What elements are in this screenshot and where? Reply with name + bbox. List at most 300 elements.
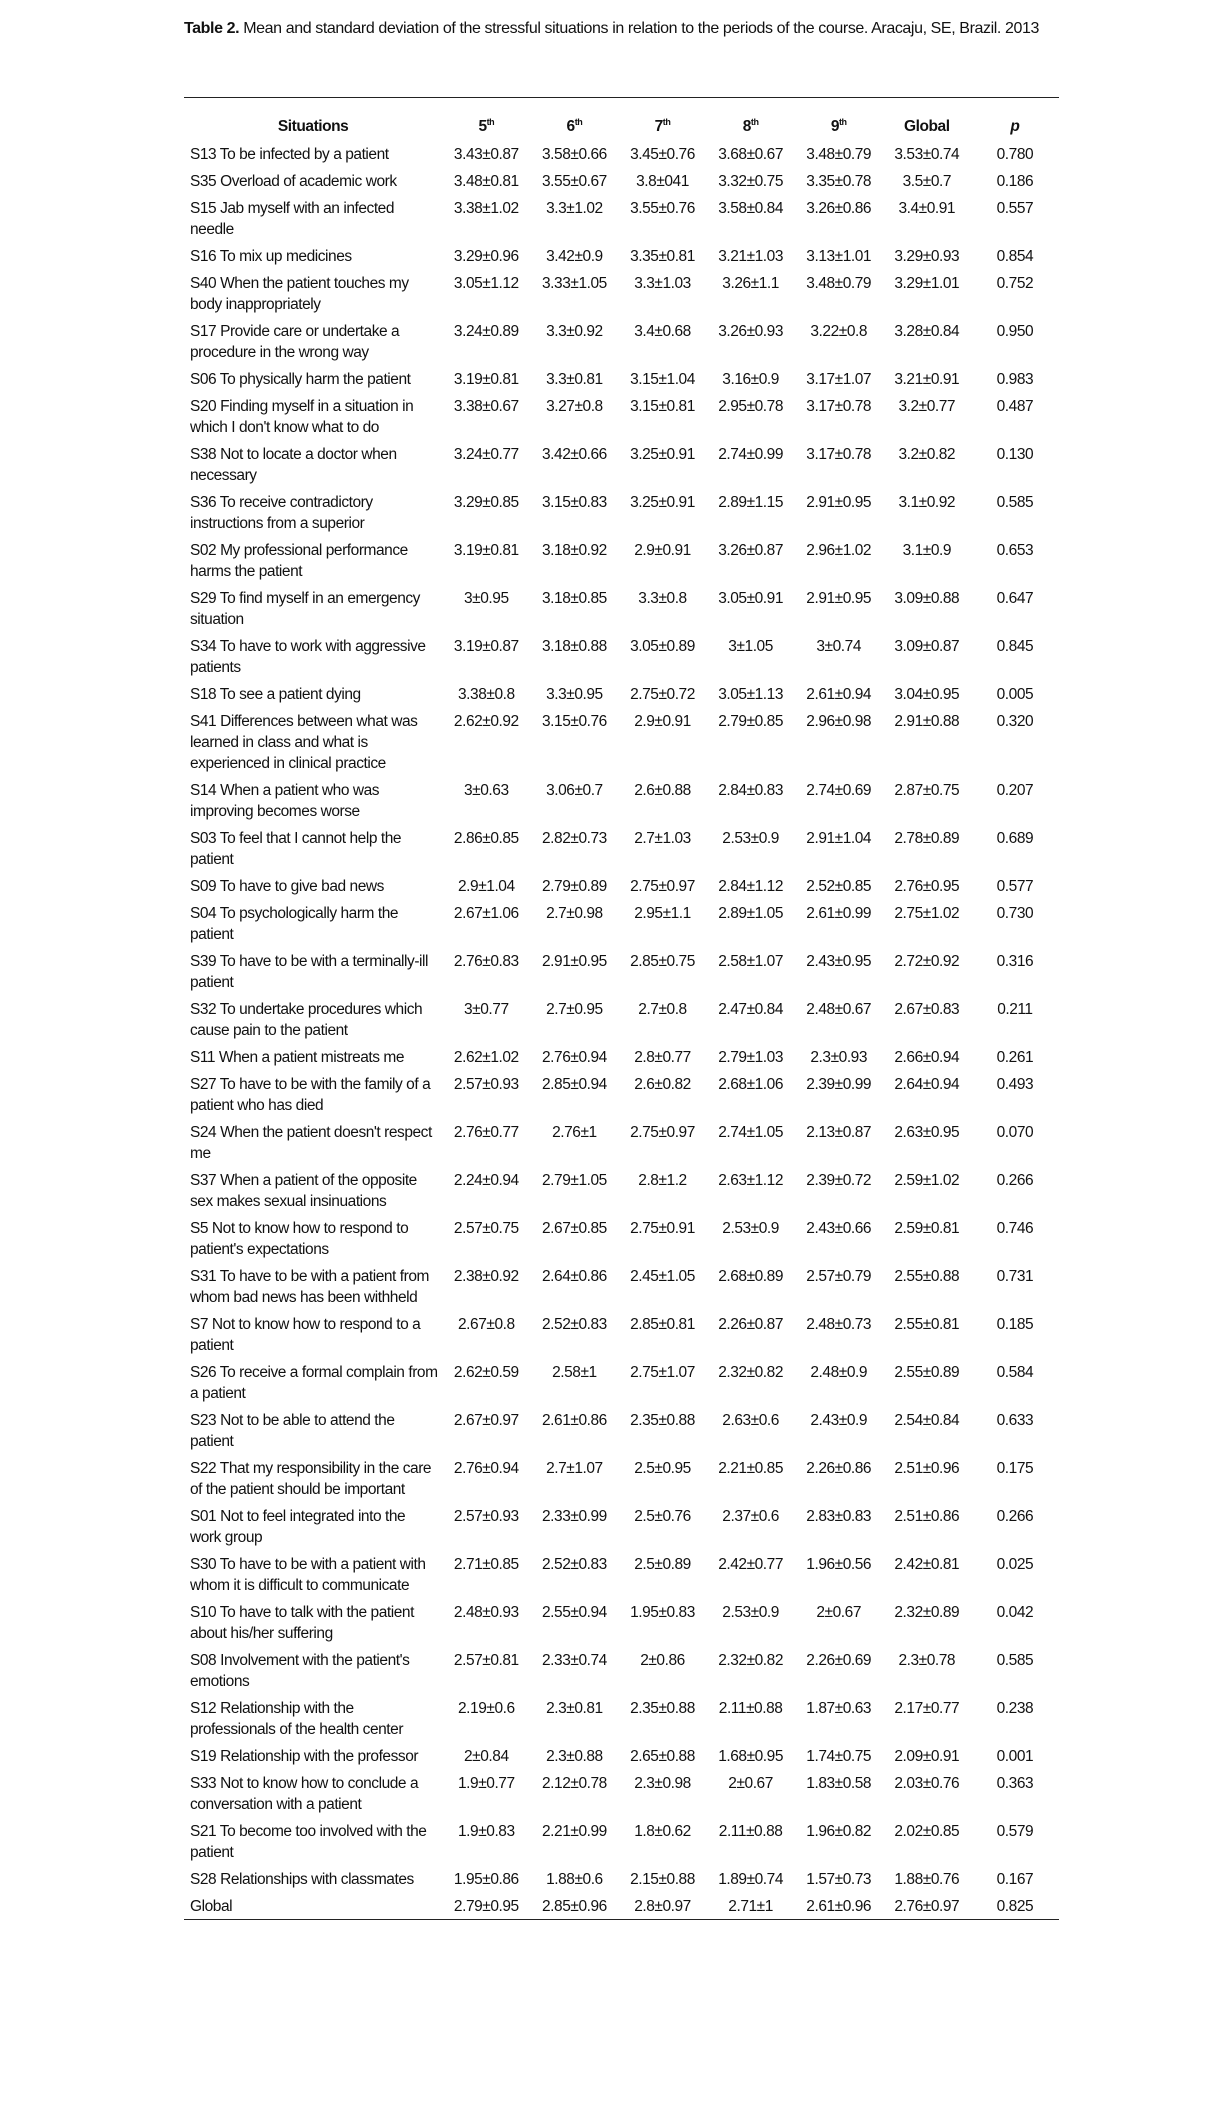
table-row bbox=[184, 367, 1059, 394]
cell-p: 0.854 bbox=[996, 248, 1034, 266]
cell-9th: 2.26±0.69 bbox=[806, 1652, 872, 1670]
cell-6th: 3.58±0.66 bbox=[542, 146, 607, 164]
cell-5th: 2.67±0.97 bbox=[453, 1412, 519, 1430]
cell-5th: 2.38±0.92 bbox=[453, 1268, 519, 1286]
cell-8th: 3.26±0.87 bbox=[718, 542, 783, 560]
situation-cell: S11 When a patient mistreats me bbox=[190, 1049, 405, 1067]
cell-7th: 1.8±0.62 bbox=[634, 1823, 691, 1841]
cell-9th: 2.91±1.04 bbox=[806, 830, 872, 848]
table-row bbox=[184, 778, 1059, 826]
cell-global: 3.09±0.87 bbox=[894, 638, 960, 656]
cell-5th: 3.19±0.87 bbox=[453, 638, 519, 656]
cell-6th: 3.18±0.85 bbox=[542, 590, 607, 608]
cell-8th: 2.84±0.83 bbox=[718, 782, 783, 800]
cell-5th: 2.62±0.59 bbox=[453, 1364, 519, 1382]
table-row bbox=[184, 1696, 1059, 1744]
situation-cell: S29 To find myself in an emergency situation bbox=[190, 590, 420, 629]
cell-7th: 2.35±0.88 bbox=[630, 1412, 695, 1430]
situation-cell: S28 Relationships with classmates bbox=[190, 1871, 414, 1889]
cell-6th: 1.88±0.6 bbox=[546, 1871, 603, 1889]
cell-9th: 3.48±0.79 bbox=[806, 275, 872, 293]
cell-global: 2.75±1.02 bbox=[894, 905, 960, 923]
cell-p: 0.320 bbox=[996, 713, 1034, 731]
cell-9th: 3.48±0.79 bbox=[806, 146, 872, 164]
table-row bbox=[184, 826, 1059, 874]
cell-global: 2.51±0.86 bbox=[894, 1508, 960, 1526]
cell-p: 0.211 bbox=[997, 1001, 1033, 1019]
table-row bbox=[184, 586, 1059, 634]
cell-global: 2.78±0.89 bbox=[894, 830, 960, 848]
cell-8th: 2.53±0.9 bbox=[722, 830, 779, 848]
cell-6th: 2.85±0.94 bbox=[542, 1076, 607, 1094]
cell-9th: 3.26±0.86 bbox=[806, 200, 872, 218]
header-label: Global bbox=[904, 117, 950, 135]
cell-9th: 2.83±0.83 bbox=[806, 1508, 872, 1526]
cell-5th: 3±0.77 bbox=[464, 1001, 509, 1019]
cell-5th: 2.57±0.81 bbox=[453, 1652, 519, 1670]
cell-global: 3.53±0.74 bbox=[894, 146, 960, 164]
cell-p: 0.584 bbox=[996, 1364, 1034, 1382]
cell-5th: 3.19±0.81 bbox=[453, 371, 519, 389]
cell-9th: 2.3±0.93 bbox=[810, 1049, 868, 1067]
table-row bbox=[184, 142, 1059, 169]
cell-6th: 2.33±0.99 bbox=[542, 1508, 607, 1526]
header-label: 6 bbox=[566, 118, 575, 136]
cell-p: 0.186 bbox=[996, 173, 1034, 191]
cell-9th: 3.17±0.78 bbox=[806, 398, 872, 416]
table-row bbox=[184, 1648, 1059, 1696]
cell-7th: 2.6±0.88 bbox=[634, 782, 691, 800]
cell-p: 0.261 bbox=[996, 1049, 1034, 1067]
cell-7th: 2.15±0.88 bbox=[630, 1871, 695, 1889]
cell-9th: 2.96±1.02 bbox=[806, 542, 872, 560]
cell-p: 0.493 bbox=[996, 1076, 1034, 1094]
cell-7th: 2.75±0.97 bbox=[630, 878, 695, 896]
cell-p: 0.070 bbox=[996, 1124, 1034, 1142]
cell-6th: 2.76±0.94 bbox=[542, 1049, 607, 1067]
header-label: 7 bbox=[654, 118, 663, 136]
cell-9th: 3.17±1.07 bbox=[806, 371, 872, 389]
cell-5th: 2.76±0.94 bbox=[453, 1460, 519, 1478]
cell-7th: 3.35±0.81 bbox=[630, 248, 695, 266]
situation-cell: S38 Not to locate a doctor when necessary bbox=[190, 446, 397, 485]
header-8th bbox=[707, 98, 795, 142]
situation-cell: S34 To have to work with aggressive patients bbox=[190, 638, 426, 677]
table-row bbox=[184, 1360, 1059, 1408]
cell-9th: 2.43±0.66 bbox=[806, 1220, 872, 1238]
cell-8th: 1.68±0.95 bbox=[718, 1748, 783, 1766]
cell-p: 0.983 bbox=[996, 371, 1034, 389]
table-row bbox=[184, 271, 1059, 319]
cell-8th: 2.11±0.88 bbox=[718, 1700, 783, 1718]
header-superscript: th bbox=[838, 117, 847, 127]
cell-8th: 2.63±0.6 bbox=[722, 1412, 779, 1430]
cell-global: 2.02±0.85 bbox=[894, 1823, 960, 1841]
cell-p: 0.780 bbox=[996, 146, 1034, 164]
table-row bbox=[184, 1600, 1059, 1648]
cell-p: 0.825 bbox=[971, 1894, 1059, 1920]
cell-5th: 2.67±0.8 bbox=[458, 1316, 515, 1334]
cell-p: 0.487 bbox=[996, 398, 1034, 416]
cell-p: 0.238 bbox=[996, 1700, 1034, 1718]
cell-global: 3.29±0.93 bbox=[894, 248, 960, 266]
cell-5th: 2.48±0.93 bbox=[453, 1604, 519, 1622]
cell-8th: 2.11±0.88 bbox=[718, 1823, 783, 1841]
cell-7th: 3.3±0.8 bbox=[638, 590, 687, 608]
cell-8th: 2.32±0.82 bbox=[718, 1364, 783, 1382]
cell-6th: 2.7±0.95 bbox=[546, 1001, 603, 1019]
table-row bbox=[184, 709, 1059, 778]
cell-5th: 2.24±0.94 bbox=[453, 1172, 519, 1190]
cell-p: 0.025 bbox=[996, 1556, 1034, 1574]
situation-cell: S12 Relationship with the professionals of the health center bbox=[190, 1700, 404, 1739]
cell-5th: 2.71±0.85 bbox=[453, 1556, 519, 1574]
cell-global: 2.55±0.81 bbox=[894, 1316, 960, 1334]
cell-9th: 2.39±0.72 bbox=[806, 1172, 872, 1190]
cell-6th: 2.76±1 bbox=[552, 1124, 597, 1142]
situation-cell: S04 To psychologically harm the patient bbox=[190, 905, 399, 944]
cell-5th: 2±0.84 bbox=[464, 1748, 509, 1766]
header-9th bbox=[795, 98, 883, 142]
cell-9th: 1.83±0.58 bbox=[806, 1775, 872, 1793]
cell-p: 0.167 bbox=[996, 1871, 1034, 1889]
cell-p: 0.266 bbox=[996, 1508, 1034, 1526]
cell-8th: 3±1.05 bbox=[728, 638, 773, 656]
cell-5th: 2.57±0.93 bbox=[453, 1508, 519, 1526]
cell-5th: 1.95±0.86 bbox=[453, 1871, 519, 1889]
cell-6th: 3.15±0.76 bbox=[542, 713, 607, 731]
cell-7th: 2.3±0.98 bbox=[634, 1775, 691, 1793]
situation-cell: S31 To have to be with a patient from whom bad news has been withheld bbox=[190, 1268, 429, 1307]
table-row bbox=[184, 1168, 1059, 1216]
cell-global: 3.2±0.77 bbox=[898, 398, 956, 416]
cell-global: 3.1±0.92 bbox=[898, 494, 956, 512]
cell-9th: 3±0.74 bbox=[816, 638, 861, 656]
cell-9th: 2.61±0.96 bbox=[795, 1894, 883, 1920]
situation-cell: S19 Relationship with the professor bbox=[190, 1748, 419, 1766]
cell-7th: 2.35±0.88 bbox=[630, 1700, 695, 1718]
cell-8th: 3.26±0.93 bbox=[718, 323, 783, 341]
situation-cell: S20 Finding myself in a situation in which I don't know what to do bbox=[190, 398, 414, 437]
cell-5th: 3.24±0.89 bbox=[453, 323, 519, 341]
cell-global: 2.72±0.92 bbox=[894, 953, 960, 971]
cell-9th: 2.48±0.67 bbox=[806, 1001, 872, 1019]
cell-9th: 2.48±0.9 bbox=[810, 1364, 868, 1382]
cell-8th: 2.32±0.82 bbox=[718, 1652, 783, 1670]
cell-5th: 3.48±0.81 bbox=[453, 173, 519, 191]
cell-5th: 3.43±0.87 bbox=[453, 146, 519, 164]
cell-p: 0.647 bbox=[996, 590, 1034, 608]
situation-cell: S40 When the patient touches my body inappropriately bbox=[190, 275, 409, 314]
cell-8th: 2.68±1.06 bbox=[718, 1076, 783, 1094]
header-superscript: th bbox=[574, 117, 583, 127]
cell-p: 0.130 bbox=[996, 446, 1034, 464]
table-row bbox=[184, 997, 1059, 1045]
cell-7th: 2.8±0.77 bbox=[634, 1049, 691, 1067]
cell-8th: 2.74±0.99 bbox=[718, 446, 783, 464]
cell-9th: 3.35±0.78 bbox=[806, 173, 872, 191]
cell-p: 0.557 bbox=[996, 200, 1034, 218]
cell-9th: 2.48±0.73 bbox=[806, 1316, 872, 1334]
cell-global: 3.5±0.7 bbox=[902, 173, 952, 191]
cell-8th: 2.58±1.07 bbox=[718, 953, 783, 971]
cell-8th: 2.95±0.78 bbox=[718, 398, 783, 416]
cell-6th: 2.79±1.05 bbox=[542, 1172, 607, 1190]
cell-5th: 2.62±1.02 bbox=[453, 1049, 519, 1067]
situation-cell: Global bbox=[184, 1894, 442, 1920]
cell-5th: 3±0.95 bbox=[464, 590, 509, 608]
situation-cell: S16 To mix up medicines bbox=[190, 248, 352, 266]
cell-9th: 2.61±0.99 bbox=[806, 905, 872, 923]
cell-6th: 2.64±0.86 bbox=[542, 1268, 607, 1286]
cell-p: 0.175 bbox=[996, 1460, 1034, 1478]
cell-9th: 2.96±0.98 bbox=[806, 713, 872, 731]
cell-8th: 3.68±0.67 bbox=[718, 146, 783, 164]
cell-8th: 3.32±0.75 bbox=[718, 173, 783, 191]
cell-global: 2.66±0.94 bbox=[894, 1049, 960, 1067]
cell-global: 2.64±0.94 bbox=[894, 1076, 960, 1094]
cell-global: 2.63±0.95 bbox=[894, 1124, 960, 1142]
header-label: 8 bbox=[742, 118, 751, 136]
cell-global: 1.88±0.76 bbox=[894, 1871, 960, 1889]
table-caption bbox=[184, 18, 1064, 40]
cell-5th: 1.9±0.83 bbox=[458, 1823, 515, 1841]
header-superscript: th bbox=[750, 117, 759, 127]
header-6th bbox=[530, 98, 618, 142]
cell-9th: 2.61±0.94 bbox=[806, 686, 872, 704]
cell-global: 2.59±1.02 bbox=[894, 1172, 960, 1190]
cell-9th: 2.52±0.85 bbox=[806, 878, 872, 896]
cell-p: 0.689 bbox=[996, 830, 1034, 848]
table-row bbox=[184, 1867, 1059, 1894]
cell-7th: 2.8±1.2 bbox=[638, 1172, 687, 1190]
header-label: Situations bbox=[277, 117, 349, 135]
cell-9th: 2.91±0.95 bbox=[806, 590, 872, 608]
table-row bbox=[184, 1312, 1059, 1360]
situation-cell: S7 Not to know how to respond to a patient bbox=[190, 1316, 421, 1355]
table-row bbox=[184, 1264, 1059, 1312]
cell-8th: 3.05±1.13 bbox=[718, 686, 783, 704]
cell-5th: 3.29±0.96 bbox=[453, 248, 519, 266]
cell-6th: 2.7±0.98 bbox=[546, 905, 603, 923]
table-row bbox=[184, 244, 1059, 271]
cell-6th: 2.58±1 bbox=[552, 1364, 597, 1382]
cell-8th: 2.79±1.03 bbox=[718, 1049, 783, 1067]
cell-9th: 2±0.67 bbox=[816, 1604, 861, 1622]
table-row bbox=[184, 490, 1059, 538]
situation-cell: S36 To receive contradictory instructions from a superior bbox=[190, 494, 373, 533]
cell-6th: 3.55±0.67 bbox=[542, 173, 607, 191]
cell-7th: 3.3±1.03 bbox=[634, 275, 691, 293]
cell-global: 3.29±1.01 bbox=[894, 275, 960, 293]
cell-8th: 1.89±0.74 bbox=[718, 1871, 783, 1889]
cell-5th: 3.29±0.85 bbox=[453, 494, 519, 512]
cell-7th: 2.9±0.91 bbox=[634, 713, 691, 731]
cell-global: 2.87±0.75 bbox=[894, 782, 960, 800]
cell-p: 0.730 bbox=[996, 905, 1034, 923]
cell-9th: 3.17±0.78 bbox=[806, 446, 872, 464]
cell-global: 2.09±0.91 bbox=[894, 1748, 960, 1766]
header-label: p bbox=[1010, 117, 1020, 135]
cell-7th: 2.75±0.91 bbox=[630, 1220, 695, 1238]
table-row bbox=[184, 1456, 1059, 1504]
stress-situations-table bbox=[184, 98, 1059, 1920]
cell-p: 0.752 bbox=[996, 275, 1034, 293]
cell-global: 2.76±0.95 bbox=[894, 878, 960, 896]
cell-p: 0.950 bbox=[996, 323, 1034, 341]
situation-cell: S30 To have to be with a patient with whom it is difficult to communicate bbox=[190, 1556, 426, 1595]
cell-6th: 2.3±0.88 bbox=[546, 1748, 603, 1766]
cell-7th: 3.25±0.91 bbox=[630, 446, 695, 464]
situation-cell: S13 To be infected by a patient bbox=[190, 146, 389, 164]
table-header-row bbox=[184, 98, 1059, 142]
cell-5th: 2.86±0.85 bbox=[453, 830, 519, 848]
table-row bbox=[184, 1072, 1059, 1120]
cell-global: 2.76±0.97 bbox=[883, 1894, 971, 1920]
table-row bbox=[184, 442, 1059, 490]
cell-global: 2.54±0.84 bbox=[894, 1412, 960, 1430]
stress-table-container bbox=[184, 97, 1059, 1920]
header-situations bbox=[184, 98, 442, 142]
table-row bbox=[184, 874, 1059, 901]
cell-5th: 2.9±1.04 bbox=[458, 878, 515, 896]
cell-7th: 2.65±0.88 bbox=[630, 1748, 695, 1766]
header-superscript: th bbox=[662, 117, 671, 127]
table-row bbox=[184, 319, 1059, 367]
cell-5th: 1.9±0.77 bbox=[458, 1775, 515, 1793]
cell-5th: 3.24±0.77 bbox=[453, 446, 519, 464]
table-row bbox=[184, 1744, 1059, 1771]
cell-7th: 3.05±0.89 bbox=[630, 638, 695, 656]
cell-global: 3.1±0.9 bbox=[902, 542, 952, 560]
cell-7th: 2.5±0.76 bbox=[634, 1508, 691, 1526]
cell-p: 0.585 bbox=[996, 1652, 1034, 1670]
cell-5th: 3.38±0.67 bbox=[453, 398, 519, 416]
cell-p: 0.001 bbox=[996, 1748, 1034, 1766]
cell-9th: 3.13±1.01 bbox=[806, 248, 872, 266]
cell-7th: 3.25±0.91 bbox=[630, 494, 695, 512]
cell-8th: 2.63±1.12 bbox=[718, 1172, 783, 1190]
cell-6th: 3.42±0.9 bbox=[546, 248, 603, 266]
cell-p: 0.005 bbox=[996, 686, 1034, 704]
table-row bbox=[184, 538, 1059, 586]
cell-6th: 3.06±0.7 bbox=[546, 782, 603, 800]
table-row bbox=[184, 682, 1059, 709]
table-row bbox=[184, 1408, 1059, 1456]
cell-p: 0.746 bbox=[996, 1220, 1034, 1238]
cell-7th: 2.85±0.81 bbox=[630, 1316, 695, 1334]
header-7th bbox=[618, 98, 706, 142]
cell-5th: 3.38±1.02 bbox=[453, 200, 519, 218]
table-row bbox=[184, 1771, 1059, 1819]
cell-7th: 2.95±1.1 bbox=[634, 905, 691, 923]
table-caption-text: Mean and standard deviation of the stressful situations in relation to the periods of the course. Aracaju, SE, Brazil. 2013 bbox=[239, 20, 1039, 37]
cell-8th: 2.37±0.6 bbox=[722, 1508, 779, 1526]
cell-9th: 1.96±0.56 bbox=[806, 1556, 872, 1574]
cell-6th: 3.3±1.02 bbox=[546, 200, 603, 218]
cell-6th: 3.33±1.05 bbox=[542, 275, 607, 293]
cell-5th: 3.38±0.8 bbox=[458, 686, 515, 704]
cell-5th: 2.67±1.06 bbox=[453, 905, 519, 923]
cell-7th: 2.6±0.82 bbox=[634, 1076, 691, 1094]
cell-7th: 1.95±0.83 bbox=[630, 1604, 695, 1622]
cell-8th: 2.89±1.15 bbox=[718, 494, 783, 512]
table-row bbox=[184, 1504, 1059, 1552]
situation-cell: S41 Differences between what was learned in class and what is experienced in clinical practice bbox=[190, 713, 418, 773]
header-superscript: th bbox=[486, 117, 495, 127]
cell-8th: 3.58±0.84 bbox=[718, 200, 783, 218]
cell-6th: 2.55±0.94 bbox=[542, 1604, 607, 1622]
situation-cell: S17 Provide care or undertake a procedure in the wrong way bbox=[190, 323, 400, 362]
table-row bbox=[184, 634, 1059, 682]
situation-cell: S24 When the patient doesn't respect me bbox=[190, 1124, 432, 1163]
table-body bbox=[184, 142, 1059, 1920]
cell-6th: 2.7±1.07 bbox=[546, 1460, 603, 1478]
header-p bbox=[971, 98, 1059, 142]
cell-p: 0.579 bbox=[996, 1823, 1034, 1841]
cell-p: 0.731 bbox=[996, 1268, 1034, 1286]
cell-global: 2.51±0.96 bbox=[894, 1460, 960, 1478]
cell-6th: 2.21±0.99 bbox=[542, 1823, 607, 1841]
cell-6th: 2.12±0.78 bbox=[542, 1775, 607, 1793]
cell-6th: 3.3±0.81 bbox=[546, 371, 603, 389]
cell-global: 2.42±0.81 bbox=[894, 1556, 960, 1574]
cell-9th: 2.91±0.95 bbox=[806, 494, 872, 512]
cell-8th: 2.53±0.9 bbox=[722, 1604, 779, 1622]
table-row bbox=[184, 1819, 1059, 1867]
cell-global: 3.21±0.91 bbox=[894, 371, 960, 389]
cell-9th: 3.22±0.8 bbox=[810, 323, 868, 341]
cell-6th: 2.33±0.74 bbox=[542, 1652, 607, 1670]
cell-8th: 3.21±1.03 bbox=[718, 248, 783, 266]
cell-p: 0.207 bbox=[996, 782, 1034, 800]
cell-p: 0.633 bbox=[996, 1412, 1034, 1430]
cell-6th: 2.67±0.85 bbox=[542, 1220, 607, 1238]
cell-global: 2.32±0.89 bbox=[894, 1604, 960, 1622]
cell-9th: 2.39±0.99 bbox=[806, 1076, 872, 1094]
cell-9th: 1.96±0.82 bbox=[806, 1823, 872, 1841]
cell-p: 0.577 bbox=[996, 878, 1034, 896]
header-global bbox=[883, 98, 971, 142]
cell-global: 2.17±0.77 bbox=[894, 1700, 960, 1718]
situation-cell: S09 To have to give bad news bbox=[190, 878, 384, 896]
cell-9th: 2.57±0.79 bbox=[806, 1268, 872, 1286]
situation-cell: S18 To see a patient dying bbox=[190, 686, 361, 704]
cell-6th: 2.52±0.83 bbox=[542, 1556, 607, 1574]
cell-7th: 2.5±0.89 bbox=[634, 1556, 691, 1574]
cell-7th: 2.7±1.03 bbox=[634, 830, 691, 848]
cell-5th: 2.19±0.6 bbox=[458, 1700, 515, 1718]
table-row bbox=[184, 1216, 1059, 1264]
cell-p: 0.845 bbox=[996, 638, 1034, 656]
table-row bbox=[184, 1552, 1059, 1600]
situation-cell: S22 That my responsibility in the care of the patient should be important bbox=[190, 1460, 432, 1499]
cell-8th: 2.74±1.05 bbox=[718, 1124, 783, 1142]
cell-7th: 2.75±1.07 bbox=[630, 1364, 695, 1382]
cell-global: 3.28±0.84 bbox=[894, 323, 960, 341]
cell-6th: 3.3±0.95 bbox=[546, 686, 603, 704]
header-label: 9 bbox=[830, 118, 839, 136]
table-row bbox=[184, 1045, 1059, 1072]
cell-5th: 2.76±0.83 bbox=[453, 953, 519, 971]
cell-6th: 3.15±0.83 bbox=[542, 494, 607, 512]
header-label: 5 bbox=[478, 118, 487, 136]
header-5th bbox=[442, 98, 530, 142]
cell-global: 3.4±0.91 bbox=[898, 200, 956, 218]
cell-5th: 2.76±0.77 bbox=[453, 1124, 519, 1142]
cell-5th: 2.57±0.93 bbox=[453, 1076, 519, 1094]
cell-6th: 2.61±0.86 bbox=[542, 1412, 607, 1430]
